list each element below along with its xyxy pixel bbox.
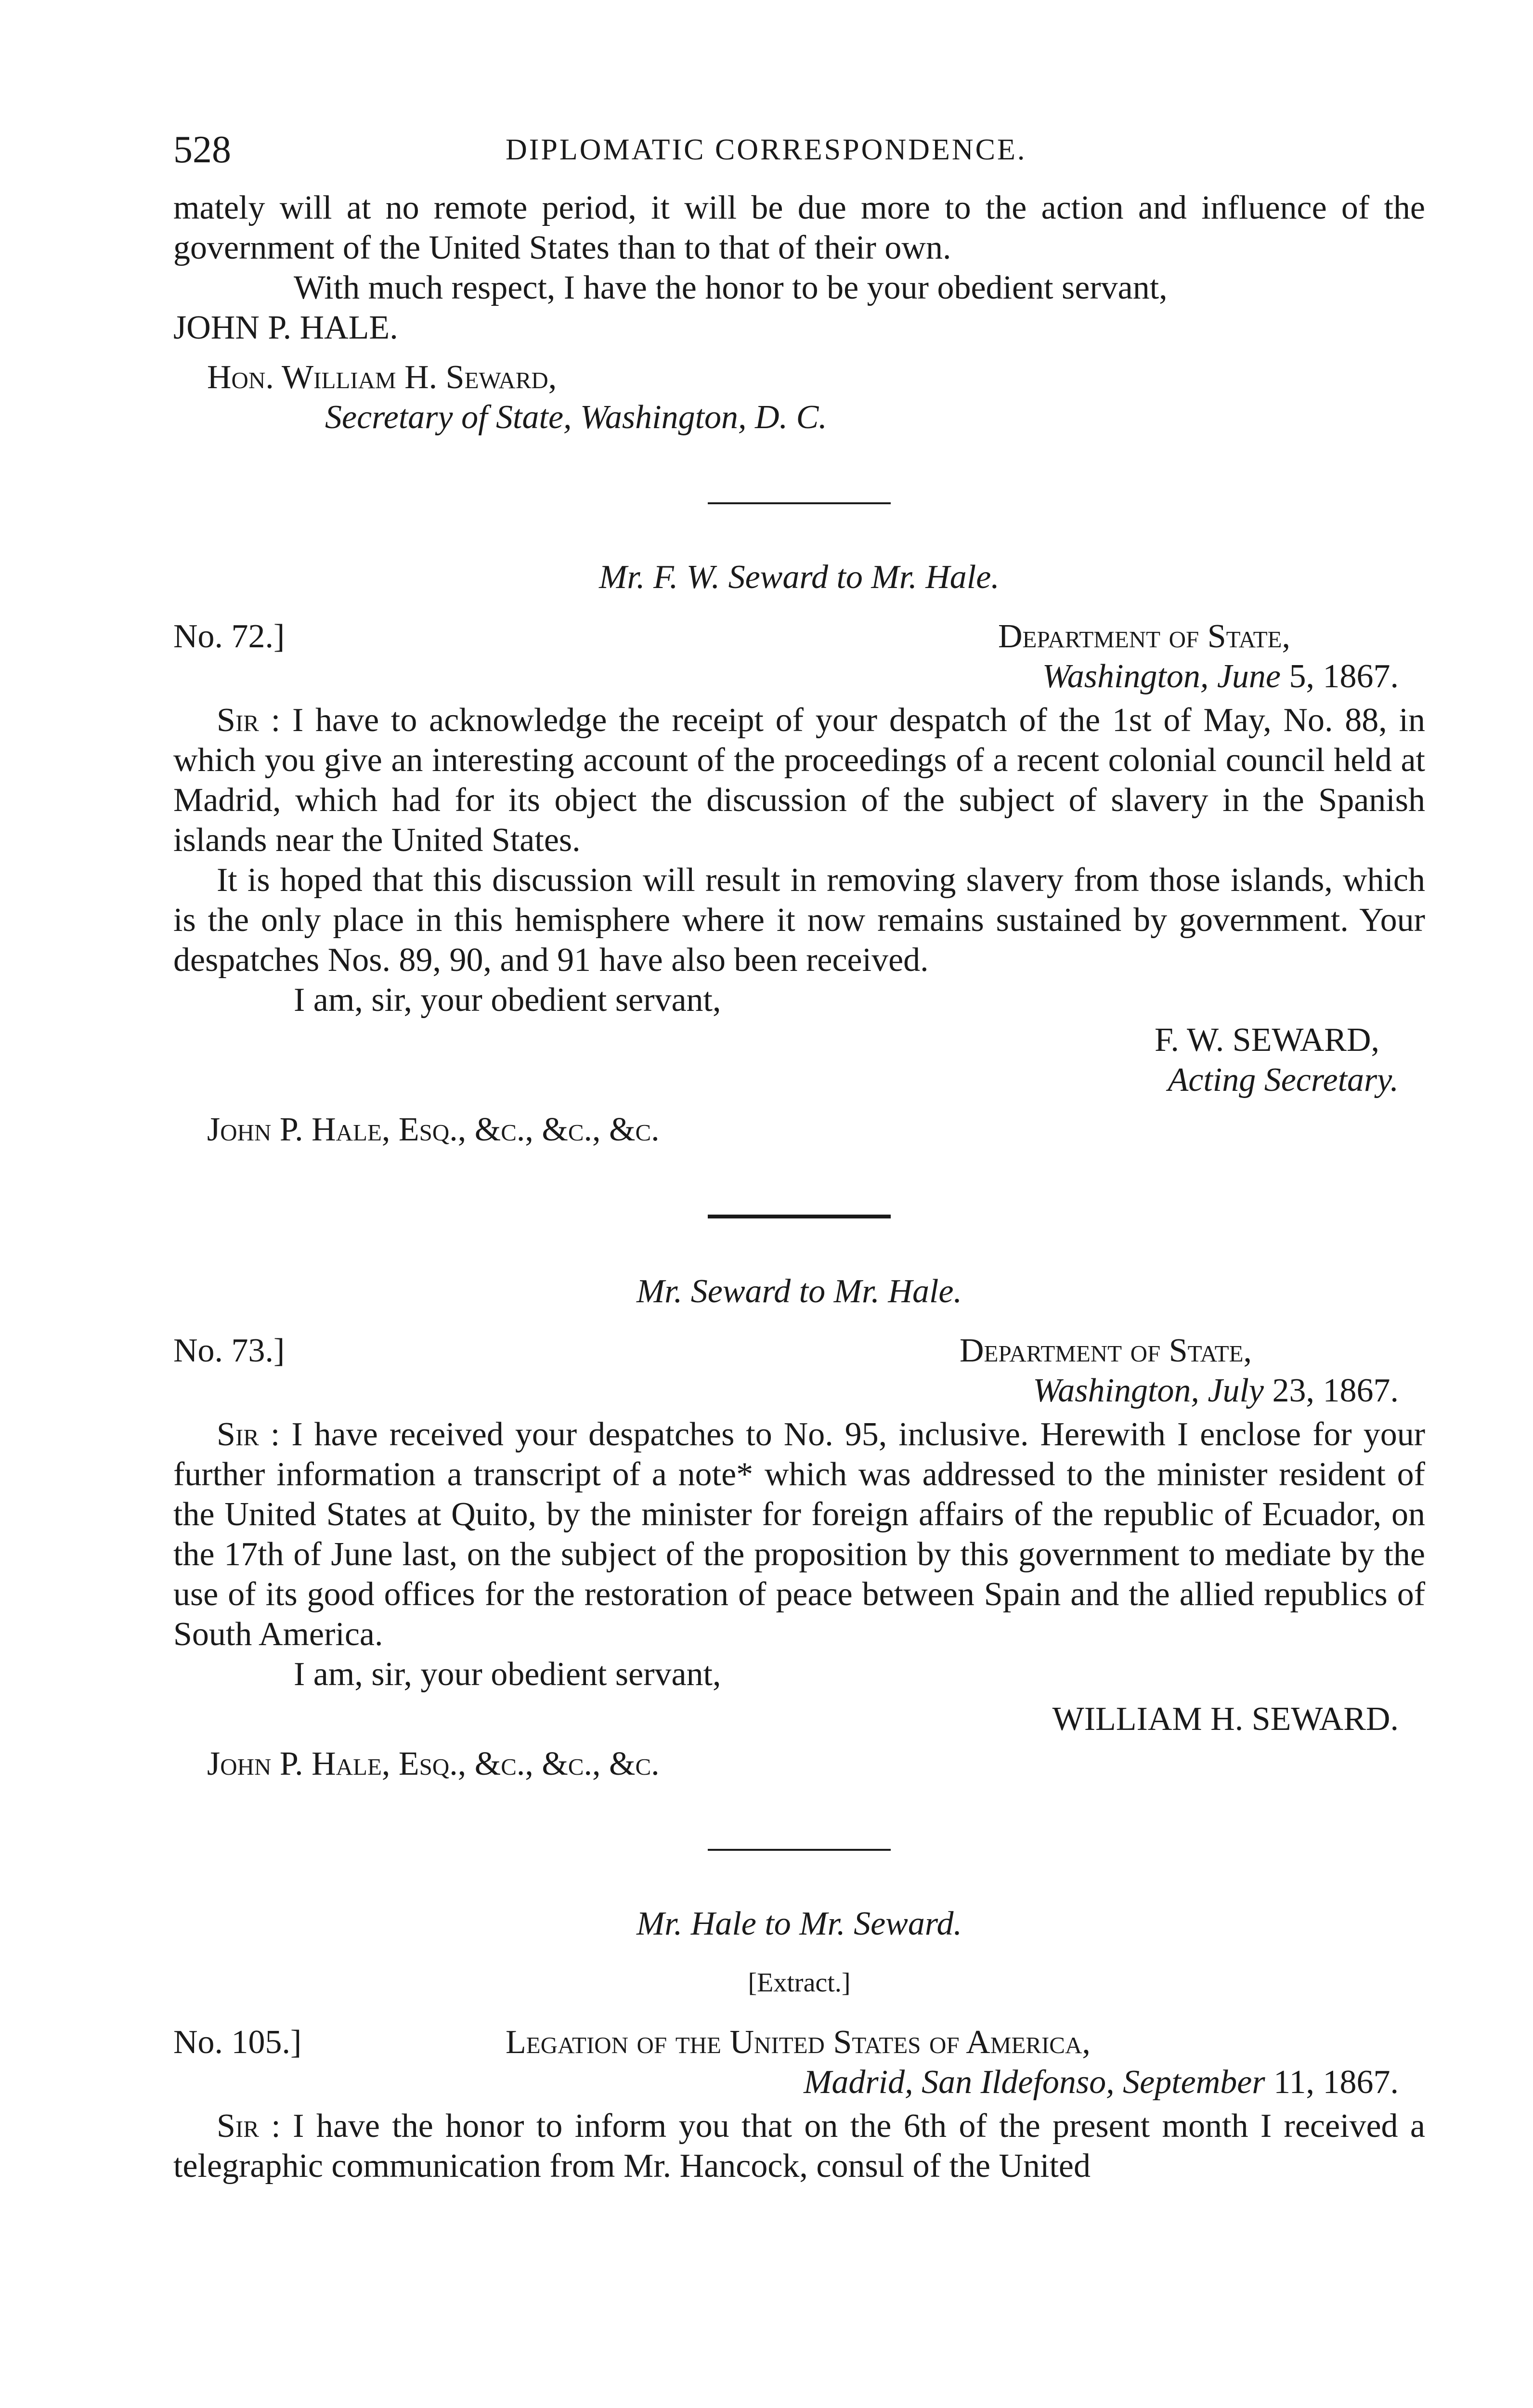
department-name: Department of State, [959,1332,1252,1369]
document-page [173,130,1425,2186]
letter-dateline [173,616,1425,696]
intro-paragraph: mately will at no remote period, it will be due more to the action and influence of the government of the United States than to that of their own. [173,189,1425,266]
recipient: John P. Hale, Esq., &c., &c., &c. [207,1111,660,1148]
intro-addressee-name: Hon. William H. Seward, [207,359,557,396]
letter-place-date [804,2062,1399,2102]
letter-closing: I am, sir, your obedient servant, [294,982,721,1019]
letter-title: Mr. F. W. Seward to Mr. Hale. [599,559,1000,596]
salutation: Sir : [217,702,281,739]
letter-place-date [1042,656,1399,696]
running-head: DIPLOMATIC CORRESPONDENCE. [506,133,1027,166]
despatch-number: No. 73.] [173,1332,285,1369]
letter-place: Madrid, San Ildefonso, September [804,2064,1265,2101]
salutation: Sir : [217,1416,280,1453]
letter-day: 11 [1273,2064,1306,2101]
letter-place: Washington, June [1042,658,1281,695]
letter-closing: I am, sir, your obedient servant, [294,1656,721,1693]
department-name: Department of State, [998,618,1290,655]
signature-name: WILLIAM H. SEWARD. [1052,1701,1399,1738]
page-number: 528 [173,129,231,171]
letter-year: , 1867. [1306,2064,1399,2101]
letter-body [173,1414,1425,1654]
letter-paragraph: I have received your despatches to No. 95, inclusive. Herewith I enclose for your further information a transcript of a note* which was addressed to the minister resident of the United States at Quito, by the minister for foreign affairs of the republic of Ecuador, on the 17th of June last, on the subject of the proposition by this government to mediate by the use of its good offices for the restoration of peace between Spain and the allied republics of South America. [173,1416,1426,1653]
letter-day: 23 [1272,1372,1306,1409]
letter-dateline [173,2022,1425,2102]
legation-name: Legation of the United States of America, [506,2024,1091,2061]
closing-row [173,1654,1425,1694]
letter-body [173,700,1425,860]
section-divider [708,502,891,504]
letter-title: Mr. Seward to Mr. Hale. [636,1273,962,1310]
letter-year: , 1867. [1306,1372,1399,1409]
section-divider [708,1215,891,1218]
signature-name: F. W. SEWARD, [1155,1021,1379,1059]
signature-title: Acting Secretary. [1168,1061,1399,1099]
recipient: John P. Hale, Esq., &c., &c., &c. [207,1745,660,1782]
section-divider [708,1849,891,1851]
despatch-number: No. 72.] [173,618,285,655]
despatch-number: No. 105.] [173,2024,302,2061]
letter-title: Mr. Hale to Mr. Seward. [636,1905,962,1942]
intro-addressee-title: Secretary of State, Washington, D. C. [325,399,827,436]
letter-paragraph: I have the honor to inform you that on the 6th of the present month I received a telegraphic communication from Mr. Hancock, consul of the United [173,2107,1425,2185]
signature-block [173,1694,1425,1738]
letter-body [173,2106,1425,2186]
intro-signature: JOHN P. HALE. [173,309,398,346]
letter-year: , 1867. [1306,658,1399,695]
extract-label: [Extract.] [748,1968,851,1998]
letter-place: Washington, July [1033,1372,1264,1409]
letter-place-date [1033,1371,1399,1411]
letter-paragraph: I have to acknowledge the receipt of your despatch of the 1st of May, No. 88, in which you give an interesting account of the proceedings of a recent colonial council held at Madrid, which had for its object the discussion of the subject of slavery in the Spanish islands near the United States. [173,702,1426,859]
letter-day: 5 [1289,658,1306,695]
letter-paragraph: It is hoped that this discussion will result in removing slavery from those islands, which is the only place in this hemisphere where it now remains sustained by government. Your despatches Nos. 89, 90, and 91 have also been received. [173,862,1425,979]
salutation: Sir : [217,2107,281,2145]
letter-dateline [173,1331,1425,1411]
intro-closing: With much respect, I have the honor to be your obedient servant, [294,269,1168,306]
page-header [173,130,1425,188]
signature-block [173,1020,1425,1100]
